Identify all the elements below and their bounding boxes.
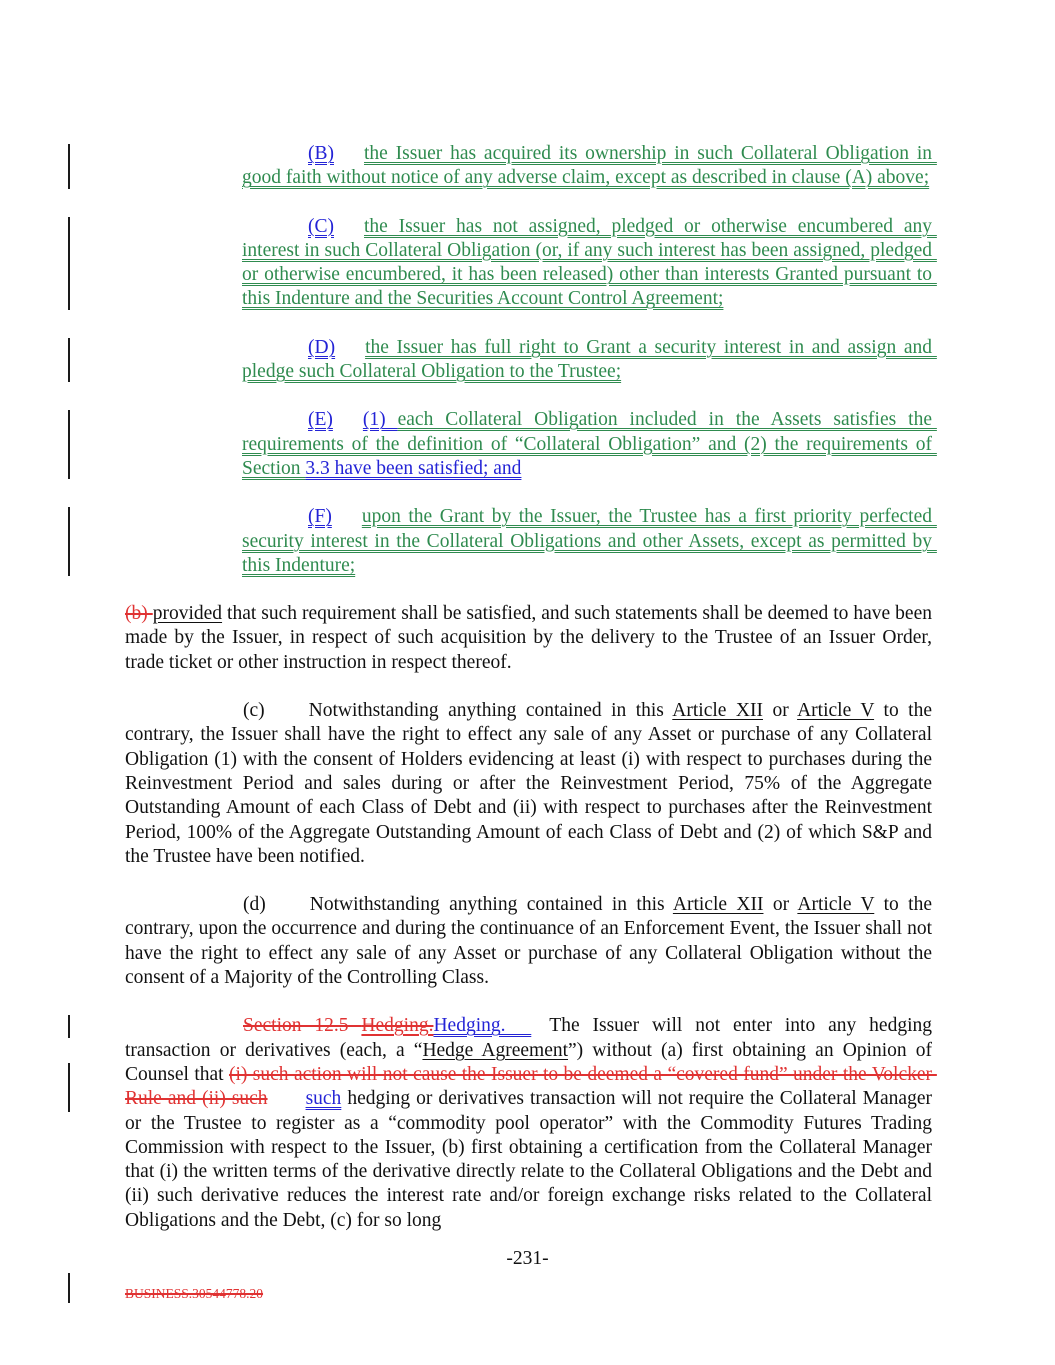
document-body: [125, 142, 937, 1257]
text-run: the Issuer has acquired its ownership in such Collateral Obligation in good faith without notice of any adverse claim, except as described in clause (A) above;: [242, 143, 937, 189]
text-run: 3.3 have been satisfied; and: [305, 457, 522, 479]
paragraph-label-d: (d): [243, 894, 266, 916]
text-run: or: [763, 894, 798, 916]
clause-label-b: (B): [308, 143, 334, 164]
text-run: to the contrary, the Issuer shall have the right to effect any sale of any Asset or purchase of any Collateral Obligation (1) with the consent of Holders evidencing at least (i) with respect to purchases during the Reinvestment Period and sales during or after the Reinvestment Period, 75% of the Aggregate Outstanding Amount of each Class of Debt and (ii) with respect to purchases after the Reinvestment Period, 100% of the Aggregate Outstanding Amount of each Class of Debt and (2) of which S&P and the Trustee have been notified.: [125, 700, 937, 867]
clause-f: [242, 505, 937, 578]
text-run: to the contrary, upon the occurrence and during the continuance of an Enforcement Event, the Issuer shall not have the right to effect any sale of any Asset or purchase of any Collateral Obligation without the consent of a Majority of the Controlling Class.: [125, 894, 937, 989]
paragraph-d: [125, 893, 937, 990]
text-run: (b): [125, 603, 153, 625]
clause-label-e: (E): [308, 409, 333, 431]
text-run: that such requirement shall be satisfied, and such statements shall be deemed to have been made by the Issuer, in respect of such acquisition by the delivery to the Trustee of an Issuer Order, trade ticket or other instruction in respect thereof.: [125, 603, 937, 673]
clause-d: [242, 336, 937, 385]
tab-gap: [332, 521, 362, 522]
clause-label-c: (C): [308, 215, 334, 237]
text-run: Article XII: [672, 894, 764, 916]
text-run: each Collateral Obligation included in the Assets satisfies the requirements of the definition of “Collateral Obligation” and (2) the requirements of Section: [242, 409, 937, 479]
change-bar: [68, 410, 70, 479]
text-run: or: [762, 700, 798, 722]
clause-label-d: (D): [308, 336, 336, 358]
text-run: hedging or derivatives transaction will not require the Collateral Manager or the Trustee to register as a “commodity pool operator” with the Commodity Futures Trading Commission with respect to the Issuer, (b) first obtaining a certification from the Collateral Manager that (i) the written terms of the derivative directly relate to the Collateral Obligations and the Debt and (ii) such derivative reduces the interest rate and/or foreign exchange risks related to the Collateral Obligations and the Debt, (c) for so long: [125, 1088, 937, 1231]
change-bar: [68, 144, 70, 189]
paragraph-hedging: [125, 1014, 937, 1233]
text-run: the Issuer has full right to Grant a security interest in and assign and pledge such Collateral Obligation to the Trustee;: [242, 336, 937, 383]
paragraph-b-provided: [125, 602, 937, 675]
change-bar: [68, 217, 70, 310]
change-bar: [68, 338, 70, 383]
clause-c: [242, 215, 937, 312]
tab-gap: [333, 424, 363, 425]
text-run: Hedging.: [433, 1015, 532, 1037]
text-run: ”) without (a) first obtaining an Opinion of Counsel that: [125, 1039, 937, 1085]
text-run: Notwithstanding anything contained in this: [308, 700, 673, 722]
clause-b: [242, 142, 937, 191]
change-bar-footer: [68, 1273, 70, 1303]
text-run: such: [305, 1088, 342, 1110]
text-run: upon the Grant by the Issuer, the Trustee has a first priority perfected security interest in the Collateral Obligations and other Assets, except as permitted by this Indenture;: [242, 506, 937, 576]
text-run: Hedge Agreement: [422, 1039, 569, 1061]
text-run: Hedging.: [361, 1015, 434, 1037]
text-run: Article XII: [672, 700, 763, 722]
tab-gap: [531, 1030, 549, 1031]
text-run: (1): [362, 409, 398, 431]
text-run: The Issuer will not enter into any hedging transaction or derivatives (each, a “: [125, 1015, 937, 1061]
text-run: provided: [152, 603, 223, 625]
tab-gap: [265, 715, 309, 716]
change-bar: [68, 507, 70, 576]
tab-gap: [334, 231, 364, 232]
text-run: the Issuer has not assigned, pledged or otherwise encumbered any interest in such Collateral Obligation (or, if any such interest has been assigned, pledged or otherwise encumbered, it has been released) other than interests Granted pursuant to this Indenture and the Securities Account Control Agreement;: [242, 215, 937, 310]
tab-gap: [335, 352, 365, 353]
page-number: -231-: [506, 1248, 549, 1269]
text-run: Article V: [797, 700, 875, 722]
text-run: Article V: [797, 894, 875, 916]
change-bar: [68, 1063, 70, 1112]
clause-label-f: (F): [308, 506, 332, 528]
change-bar: [68, 1015, 70, 1038]
tab-gap: [266, 909, 310, 910]
tab-gap: [268, 1103, 306, 1104]
paragraph-c: [125, 699, 937, 869]
tab-gap: [334, 158, 364, 159]
text-run: (i) such action will not cause the Issuer to be deemed a “covered fund” under the Volcker Rule and (ii) such: [125, 1063, 937, 1110]
footer-doc-id: BUSINESS.30544778.20: [125, 1286, 264, 1301]
text-run: Notwithstanding anything contained in this: [309, 894, 673, 916]
text-run: Section 12.5: [243, 1015, 362, 1037]
clause-e: [242, 408, 937, 481]
paragraph-label-c: (c): [243, 700, 265, 722]
